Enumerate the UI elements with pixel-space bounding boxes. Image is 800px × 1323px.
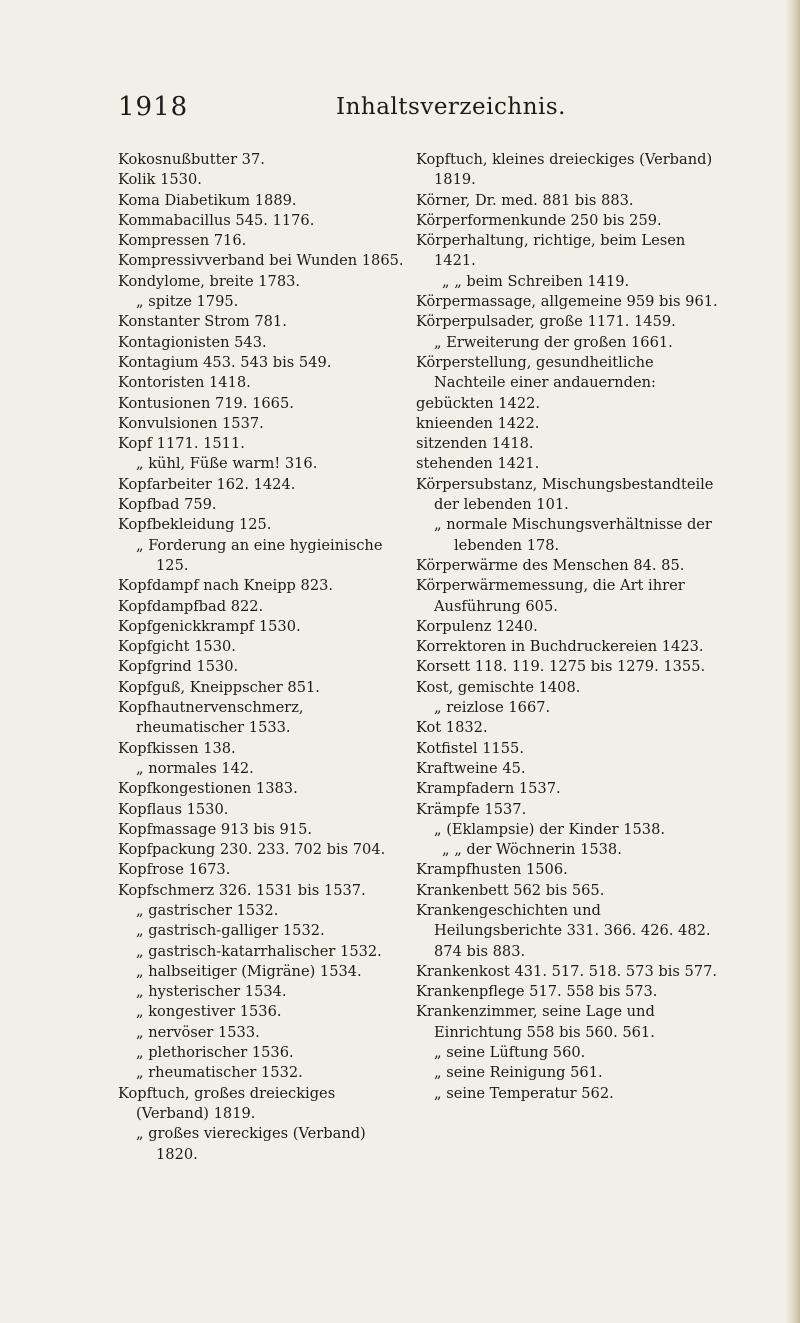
index-entry: Kot 1832. bbox=[416, 719, 488, 737]
index-entry: Kolik 1530. bbox=[118, 171, 202, 189]
index-entry: Körperwärme des Menschen 84. 85. bbox=[416, 556, 685, 574]
index-entry: Körperpulsader, große 1171. 1459. bbox=[416, 313, 676, 331]
index-entry: Kompressen 716. bbox=[118, 232, 247, 250]
index-entry: „ spitze 1795. bbox=[136, 293, 239, 311]
index-entry: knieenden 1422. bbox=[416, 414, 540, 432]
index-entry: „ gastrisch-katarrhalischer 1532. bbox=[136, 942, 382, 960]
index-entry: Körperhaltung, richtige, beim Lesen 1421. bbox=[416, 232, 686, 270]
index-entry: Korsett 118. 119. 1275 bis 1279. 1355. bbox=[416, 658, 706, 676]
index-entry: Kontagium 453. 543 bis 549. bbox=[118, 353, 332, 371]
index-entry: „ „ beim Schreiben 1419. bbox=[442, 272, 630, 290]
index-entry: Krankenzimmer, seine Lage und Einrichtung 558 bis 560. 561. bbox=[416, 1003, 655, 1041]
index-entry: Kopfkongestionen 1383. bbox=[118, 780, 298, 798]
index-entry: Kopfgenickkrampf 1530. bbox=[118, 617, 301, 635]
index-entry: Kopfrose 1673. bbox=[118, 861, 231, 879]
index-entry: Kotfistel 1155. bbox=[416, 739, 524, 757]
index-entry: Krampfhusten 1506. bbox=[416, 861, 568, 879]
index-entry: Kost, gemischte 1408. bbox=[416, 678, 581, 696]
index-column-right bbox=[416, 150, 718, 1104]
index-entry: Kopfschmerz 326. 1531 bis 1537. bbox=[118, 881, 366, 899]
page-edge-shading bbox=[786, 0, 800, 1323]
index-entry: Kopfarbeiter 162. 1424. bbox=[118, 475, 296, 493]
index-entry: Kopfbad 759. bbox=[118, 496, 217, 514]
index-entry: „ halbseitiger (Migräne) 1534. bbox=[136, 962, 362, 980]
index-entry: „ Forderung an eine hygieinische 125. bbox=[136, 536, 383, 574]
index-entry: „ Erweiterung der großen 1661. bbox=[434, 333, 673, 351]
index-entry: „ kühl, Füße warm! 316. bbox=[136, 455, 318, 473]
index-entry: Kopf 1171. 1511. bbox=[118, 435, 245, 453]
index-entry: Konvulsionen 1537. bbox=[118, 414, 264, 432]
index-entry: Körpersubstanz, Mischungsbestandteile der lebenden 101. bbox=[416, 475, 714, 514]
index-entry: Krankengeschichten und Heilungsberichte 331. 366. 426. 482. 874 bis 883. bbox=[416, 901, 711, 960]
index-entry: „ normale Mischungsverhältnisse der lebenden 178. bbox=[434, 516, 712, 554]
index-entry: Kondylome, breite 1783. bbox=[118, 272, 301, 290]
index-entry: Krämpfe 1537. bbox=[416, 800, 527, 818]
index-entry: gebückten 1422. bbox=[416, 394, 541, 412]
index-entry: Kopftuch, kleines dreieckiges (Verband) 1819. bbox=[416, 151, 713, 189]
running-title: Inhaltsverzeichnis. bbox=[336, 94, 566, 120]
index-entry: Körperwärmemessung, die Art ihrer Ausführung 605. bbox=[416, 577, 685, 615]
index-entry: Kokosnußbutter 37. bbox=[118, 151, 265, 168]
index-entry: Kopfguß, Kneippscher 851. bbox=[118, 678, 320, 696]
index-entry: „ „ der Wöchnerin 1538. bbox=[442, 841, 622, 859]
index-entry: Kopftuch, großes dreieckiges (Verband) 1819. bbox=[118, 1084, 336, 1122]
index-entry: „ plethorischer 1536. bbox=[136, 1044, 294, 1062]
index-entry: Krankenkost 431. 517. 518. 573 bis 577. bbox=[416, 962, 718, 980]
index-column-left bbox=[118, 150, 408, 1165]
index-entry: „ reizlose 1667. bbox=[434, 699, 551, 717]
index-entry: Kopfgrind 1530. bbox=[118, 658, 239, 676]
index-entry: Kontusionen 719. 1665. bbox=[118, 394, 294, 412]
index-entry: Kommabacillus 545. 1176. bbox=[118, 211, 315, 229]
index-entry: Krampfadern 1537. bbox=[416, 780, 561, 798]
index-entry: Krankenpflege 517. 558 bis 573. bbox=[416, 983, 658, 1001]
index-entry: Kopfpackung 230. 233. 702 bis 704. bbox=[118, 841, 386, 859]
index-entry: Krankenbett 562 bis 565. bbox=[416, 881, 605, 899]
index-entry: Kopfdampf nach Kneipp 823. bbox=[118, 577, 334, 595]
index-entry: Kopfkissen 138. bbox=[118, 739, 236, 757]
index-entry: „ kongestiver 1536. bbox=[136, 1003, 282, 1021]
index-entry: Körpermassage, allgemeine 959 bis 961. bbox=[416, 293, 718, 311]
index-entry: „ seine Lüftung 560. bbox=[434, 1044, 586, 1062]
index-entry: „ gastrisch-galliger 1532. bbox=[136, 922, 325, 940]
index-entry: Kontoristen 1418. bbox=[118, 374, 251, 392]
index-entry: Kopfhautnervenschmerz, rheumatischer 1533. bbox=[118, 699, 304, 737]
index-entry: Körperformenkunde 250 bis 259. bbox=[416, 211, 662, 229]
index-entry: Kopfmassage 913 bis 915. bbox=[118, 820, 313, 838]
index-entry: Kompressivverband bei Wunden 1865. bbox=[118, 252, 404, 270]
index-entry: „ gastrischer 1532. bbox=[136, 901, 279, 919]
index-entry: „ (Eklampsie) der Kinder 1538. bbox=[434, 820, 665, 838]
index-entry: Kopfbekleidung 125. bbox=[118, 516, 272, 534]
index-entry: Kopflaus 1530. bbox=[118, 800, 229, 818]
index-entry: Kopfgicht 1530. bbox=[118, 638, 236, 656]
index-entry: „ seine Reinigung 561. bbox=[434, 1064, 603, 1082]
index-entry: Kraftweine 45. bbox=[416, 759, 526, 777]
index-entry: „ rheumatischer 1532. bbox=[136, 1064, 303, 1082]
index-entry: „ hysterischer 1534. bbox=[136, 983, 287, 1001]
index-entry: „ großes viereckiges (Verband) 1820. bbox=[136, 1125, 366, 1163]
page-number: 1918 bbox=[118, 92, 189, 122]
index-entry: „ nervöser 1533. bbox=[136, 1023, 260, 1041]
index-entry: sitzenden 1418. bbox=[416, 435, 534, 453]
index-entry: Korrektoren in Buchdruckereien 1423. bbox=[416, 638, 704, 656]
index-entry: Kontagionisten 543. bbox=[118, 333, 267, 351]
index-entry: „ seine Temperatur 562. bbox=[434, 1084, 614, 1102]
index-entry: Konstanter Strom 781. bbox=[118, 313, 287, 331]
index-entry: Körperstellung, gesundheitliche Nachteile einer andauernden: bbox=[416, 353, 656, 392]
index-entry: „ normales 142. bbox=[136, 759, 254, 777]
index-entry: Korpulenz 1240. bbox=[416, 617, 538, 635]
index-entry: Koma Diabetikum 1889. bbox=[118, 191, 297, 209]
index-entry: Körner, Dr. med. 881 bis 883. bbox=[416, 191, 634, 209]
index-entry: Kopfdampfbad 822. bbox=[118, 597, 264, 615]
index-entry: stehenden 1421. bbox=[416, 455, 540, 473]
